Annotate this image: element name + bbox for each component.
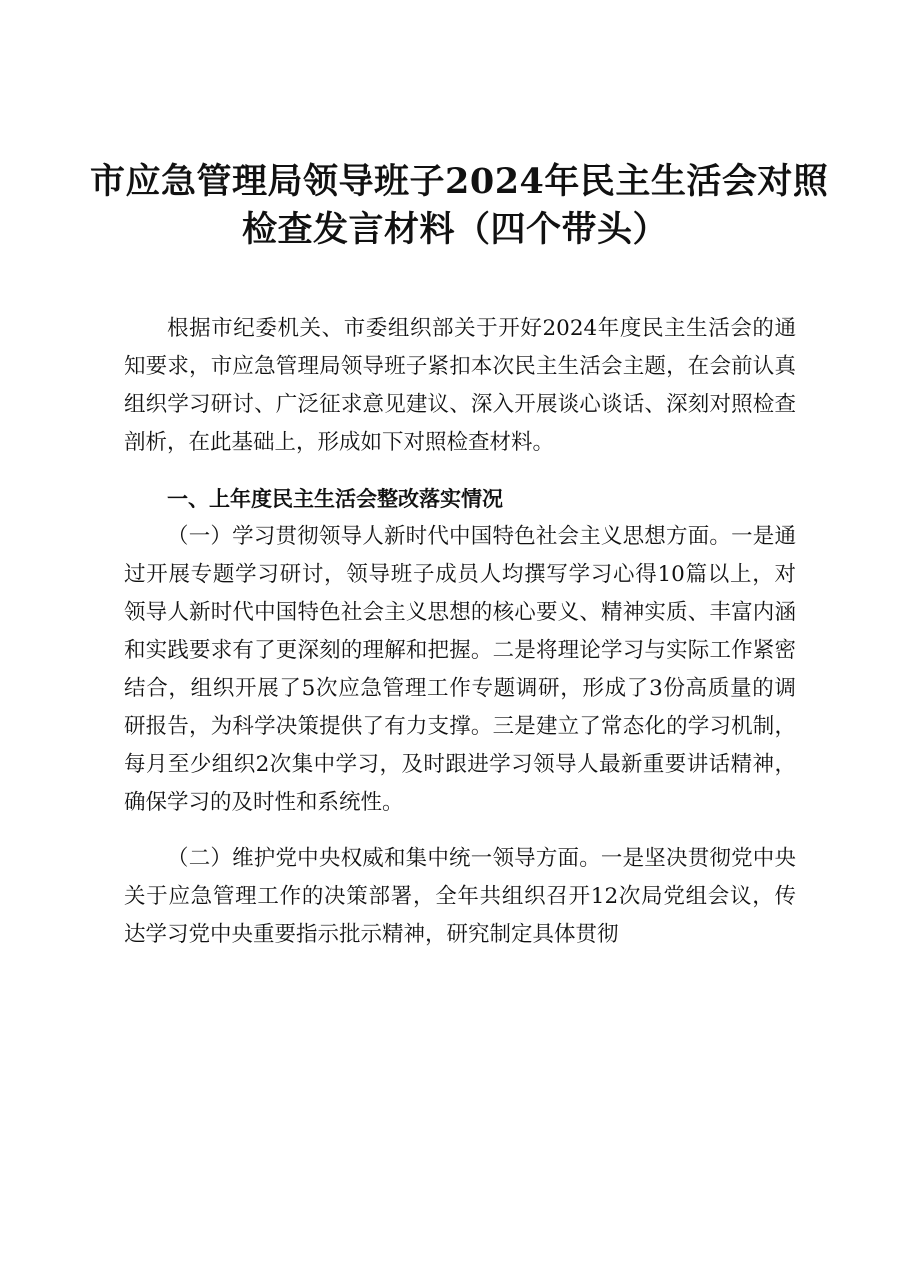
document-body [124,310,796,954]
subsection-paragraph-2: （二）维护党中央权威和集中统一领导方面。一是坚决贯彻党中央关于应急管理工作的决策部署，全年共组织召开12次局党组会议，传达学习党中央重要指示批示精神，研究制定具体贯彻 [124,846,796,947]
title-line-2: 检查发言材料（四个带头） [241,209,668,250]
intro-paragraph: 根据市纪委机关、市委组织部关于开好2024年度民主生活会的通知要求，市应急管理局领导班子紧扣本次民主生活会主题，在会前认真组织学习研讨、广泛征求意见建议、深入开展谈心谈话、深刻对照检查剖析，在此基础上，形成如下对照检查材料。 [124,316,796,455]
subsection-paragraph-1: （一）学习贯彻领导人新时代中国特色社会主义思想方面。一是通过开展专题学习研讨，领导班子成员人均撰写学习心得10篇以上，对领导人新时代中国特色社会主义思想的核心要义、精神实质、丰富内涵和实践要求有了更深刻的理解和把握。二是将理论学习与实际工作紧密结合，组织开展了5次应急管理工作专题调研，形成了3份高质量的调研报告，为科学决策提供了有力支撑。三是建立了常态化的学习机制，每月至少组织2次集中学习，及时跟进学习领导人最新重要讲话精神，确保学习的及时性和系统性。 [124,524,796,815]
title-line-1: 市应急管理局领导班子2024年民主生活会对照 [90,161,829,202]
document-title [90,158,829,254]
section-heading: 一、上年度民主生活会整改落实情况 [167,487,503,511]
